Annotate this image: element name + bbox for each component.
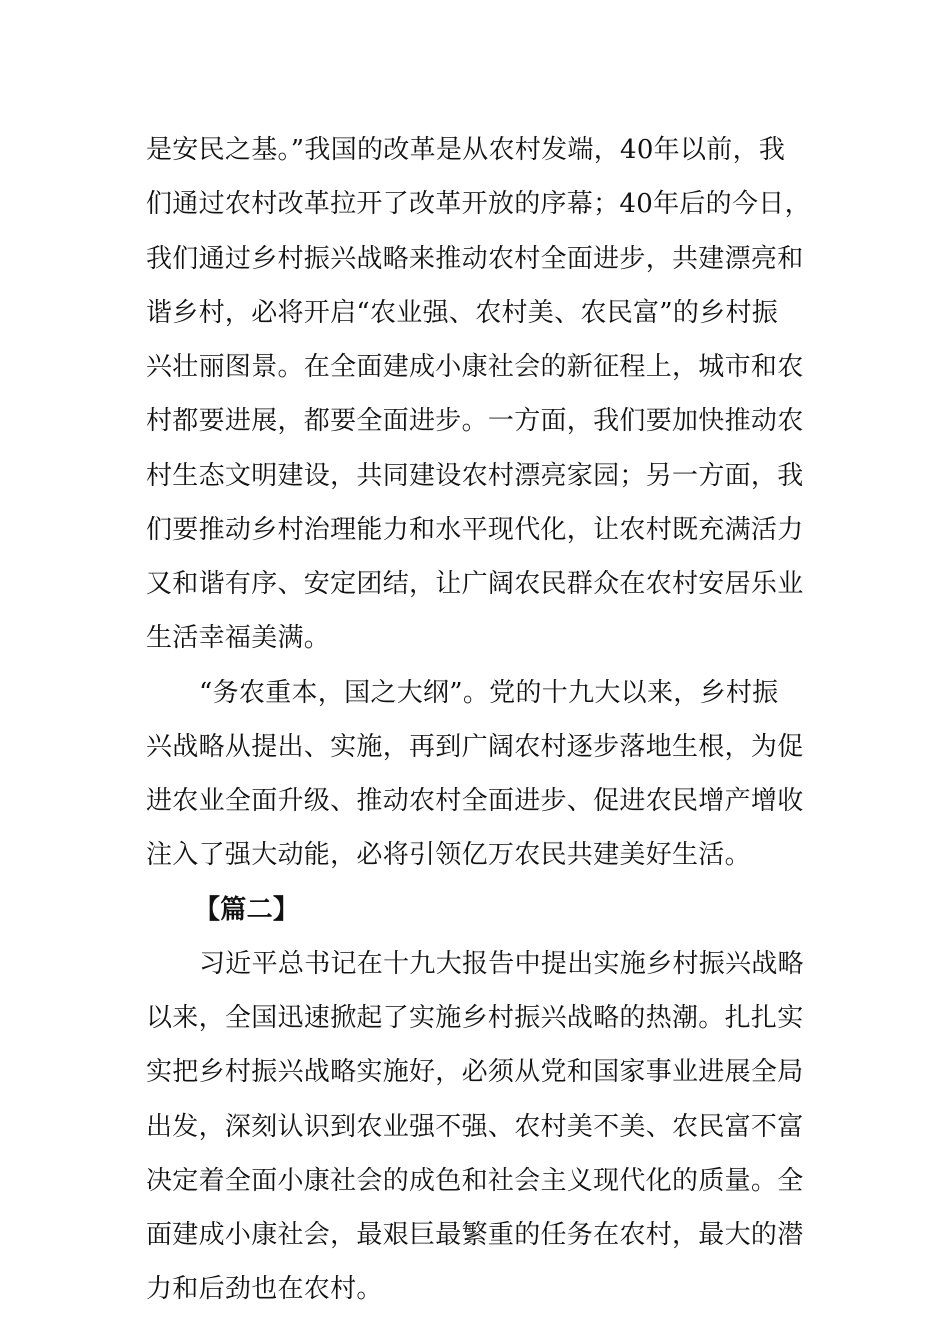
text-line: 以来，全国迅速掀起了实施乡村振兴战略的热潮。扎扎实 — [146, 1003, 804, 1033]
text-line: 村生态文明建设，共同建设农村漂亮家园；另一方面，我 — [146, 460, 804, 491]
text-line: 谐乡村，必将开启“农业强、农村美、农民富”的乡村振 — [146, 297, 779, 328]
text-line: 注入了强大动能，必将引领亿万农民共建美好生活。 — [146, 840, 751, 871]
text-line: 出发，深刻认识到农业强不强、农村美不美、农民富不富 — [146, 1111, 804, 1142]
text-line: 又和谐有序、安定团结，让广阔农民群众在农村安居乐业 — [146, 569, 804, 599]
text-line: 是安民之基。”我国的改革是从农村发端，40年以前，我 — [146, 135, 786, 165]
text-line: 实把乡村振兴战略实施好，必须从党和国家事业进展全局 — [146, 1057, 804, 1088]
text-line: 进农业全面升级、推动农村全面进步、促进农民增产增收 — [146, 786, 804, 816]
text-line: 力和后劲也在农村。 — [146, 1274, 383, 1305]
text-line: 兴壮丽图景。在全面建成小康社会的新征程上，城市和农 — [146, 352, 804, 382]
text-line: 村都要进展，都要全面进步。一方面，我们要加快推动农 — [146, 406, 804, 437]
section-heading: 【篇二】 — [194, 894, 300, 925]
paragraph-first-line: “务农重本，国之大纲”。党的十九大以来，乡村振 — [199, 677, 779, 708]
text-line: 生活幸福美满。 — [146, 623, 331, 654]
body-text — [146, 123, 810, 1317]
text-line: 我们通过乡村振兴战略来推动农村全面进步，共建漂亮和 — [146, 243, 804, 274]
paragraph-first-line: 习近平总书记在十九大报告中提出实施乡村振兴战略 — [199, 948, 804, 979]
text-line: 面建成小康社会，最艰巨最繁重的任务在农村，最大的潜 — [146, 1220, 804, 1250]
text-line: 决定着全面小康社会的成色和社会主义现代化的质量。全 — [146, 1165, 804, 1196]
text-line: 们要推动乡村治理能力和水平现代化，让农村既充满活力 — [146, 514, 804, 545]
text-line: 们通过农村改革拉开了改革开放的序幕；40年后的今日， — [146, 189, 811, 220]
text-line: 兴战略从提出、实施，再到广阔农村逐步落地生根，为促 — [146, 731, 804, 762]
